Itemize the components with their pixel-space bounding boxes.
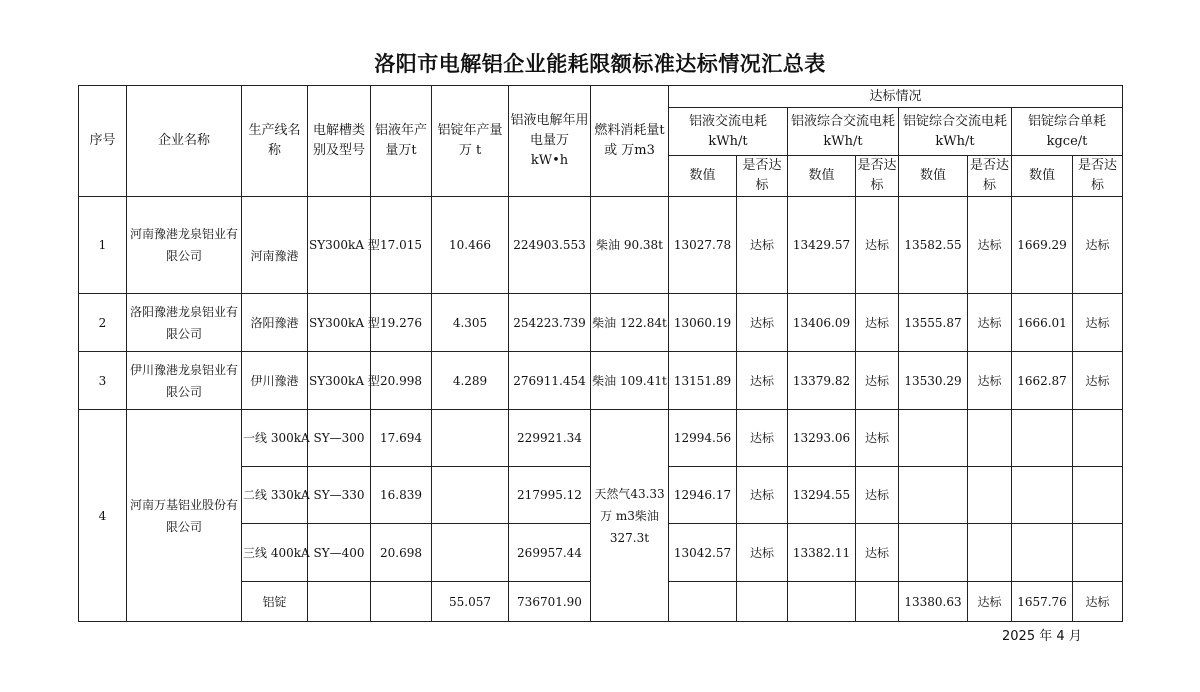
- cell-elec: 224903.553: [509, 197, 591, 294]
- header-value: 数值: [669, 156, 737, 197]
- cell-m1: [737, 582, 788, 622]
- cell-v2: 13379.82: [788, 352, 856, 410]
- cell-v2: 13294.55: [788, 467, 856, 524]
- cell-m1: 达标: [737, 467, 788, 524]
- cell-m4: 达标: [1073, 352, 1123, 410]
- cell-line: 二线 330kA: [242, 467, 308, 524]
- cell-type: SY—300: [308, 410, 371, 467]
- cell-v4: [1012, 524, 1073, 582]
- cell-v2: 13293.06: [788, 410, 856, 467]
- cell-m3: [968, 467, 1012, 524]
- cell-liquid: 16.839: [371, 467, 432, 524]
- cell-type: [308, 582, 371, 622]
- cell-type: SY—330: [308, 467, 371, 524]
- cell-elec: 217995.12: [509, 467, 591, 524]
- cell-m2: 达标: [856, 197, 899, 294]
- cell-m2: [856, 582, 899, 622]
- cell-m3: 达标: [968, 197, 1012, 294]
- header-value: 数值: [1012, 156, 1073, 197]
- cell-type: SY300kA 型: [308, 197, 371, 294]
- header-met: 是否达标: [1073, 156, 1123, 197]
- cell-line: 伊川豫港: [242, 352, 308, 410]
- cell-elec: 229921.34: [509, 410, 591, 467]
- cell-ingot: [432, 410, 509, 467]
- cell-liquid: 19.276: [371, 294, 432, 352]
- header-status: 达标情况: [669, 86, 1123, 108]
- cell-v1: 13060.19: [669, 294, 737, 352]
- cell-ingot: [432, 467, 509, 524]
- cell-v2: [788, 582, 856, 622]
- cell-seq: 2: [79, 294, 127, 352]
- cell-seq: 3: [79, 352, 127, 410]
- cell-m4: [1073, 467, 1123, 524]
- cell-m1: 达标: [737, 197, 788, 294]
- cell-m2: 达标: [856, 467, 899, 524]
- cell-m4: [1073, 410, 1123, 467]
- cell-elec: 276911.454: [509, 352, 591, 410]
- cell-company: 伊川豫港龙泉铝业有限公司: [127, 352, 242, 410]
- header-met: 是否达标: [856, 156, 899, 197]
- header-liquid-output: 铝液年产量万t: [371, 86, 432, 197]
- cell-fuel: 柴油 122.84t: [591, 294, 669, 352]
- cell-m3: 达标: [968, 352, 1012, 410]
- cell-m3: [968, 410, 1012, 467]
- cell-company: 河南豫港龙泉铝业有限公司: [127, 197, 242, 294]
- cell-m1: 达标: [737, 294, 788, 352]
- cell-m2: 达标: [856, 352, 899, 410]
- header-group-1: 铝液交流电耗kWh/t: [669, 108, 788, 156]
- cell-line: 洛阳豫港: [242, 294, 308, 352]
- header-met: 是否达标: [737, 156, 788, 197]
- cell-company: 洛阳豫港龙泉铝业有限公司: [127, 294, 242, 352]
- cell-v1: 13027.78: [669, 197, 737, 294]
- cell-elec: 254223.739: [509, 294, 591, 352]
- cell-m3: 达标: [968, 582, 1012, 622]
- cell-v4: 1669.29: [1012, 197, 1073, 294]
- cell-type: SY300kA 型: [308, 294, 371, 352]
- cell-ingot: 4.289: [432, 352, 509, 410]
- header-company: 企业名称: [127, 86, 242, 197]
- cell-m4: 达标: [1073, 582, 1123, 622]
- cell-liquid: 17.694: [371, 410, 432, 467]
- cell-m2: 达标: [856, 410, 899, 467]
- cell-v3: 13582.55: [899, 197, 968, 294]
- header-group-2: 铝液综合交流电耗 kWh/t: [788, 108, 899, 156]
- table-row: [79, 197, 1123, 294]
- cell-type: SY300kA 型: [308, 352, 371, 410]
- cell-type: SY—400: [308, 524, 371, 582]
- summary-table: [78, 85, 1123, 622]
- cell-company: 河南万基铝业股份有限公司: [127, 410, 242, 622]
- cell-v3: 13530.29: [899, 352, 968, 410]
- header-group-4: 铝锭综合单耗 kgce/t: [1012, 108, 1123, 156]
- cell-v1: 13151.89: [669, 352, 737, 410]
- cell-v3: [899, 467, 968, 524]
- header-value: 数值: [899, 156, 968, 197]
- cell-line: 铝锭: [242, 582, 308, 622]
- cell-v3: [899, 410, 968, 467]
- page-title: 洛阳市电解铝企业能耗限额标准达标情况汇总表: [374, 52, 826, 76]
- cell-v1: [669, 582, 737, 622]
- header-ingot-output: 铝锭年产量万 t: [432, 86, 509, 197]
- header-value: 数值: [788, 156, 856, 197]
- cell-ingot: 4.305: [432, 294, 509, 352]
- cell-line: 河南豫港: [242, 197, 308, 294]
- cell-v4: 1666.01: [1012, 294, 1073, 352]
- table-row: [79, 410, 1123, 467]
- header-group-3: 铝锭综合交流电耗 kWh/t: [899, 108, 1012, 156]
- table-row: [79, 294, 1123, 352]
- cell-fuel: 柴油 109.41t: [591, 352, 669, 410]
- cell-v1: 12994.56: [669, 410, 737, 467]
- header-electricity: 铝液电解年用电量万 kW•h: [509, 86, 591, 197]
- header-row-1: [79, 86, 1123, 108]
- cell-v4: 1662.87: [1012, 352, 1073, 410]
- cell-v1: 13042.57: [669, 524, 737, 582]
- cell-liquid: 17.015: [371, 197, 432, 294]
- cell-liquid: 20.998: [371, 352, 432, 410]
- header-seq: 序号: [79, 86, 127, 197]
- header-fuel: 燃料消耗量t 或 万m3: [591, 86, 669, 197]
- header-line: 生产线名称: [242, 86, 308, 197]
- cell-liquid: [371, 582, 432, 622]
- cell-m4: 达标: [1073, 294, 1123, 352]
- cell-v4: 1657.76: [1012, 582, 1073, 622]
- cell-m1: 达标: [737, 410, 788, 467]
- cell-ingot: 55.057: [432, 582, 509, 622]
- cell-v2: 13406.09: [788, 294, 856, 352]
- header-met: 是否达标: [968, 156, 1012, 197]
- report-date: 2025 年 4 月: [1002, 629, 1082, 644]
- cell-m1: 达标: [737, 524, 788, 582]
- cell-m4: [1073, 524, 1123, 582]
- cell-v2: 13382.11: [788, 524, 856, 582]
- cell-ingot: 10.466: [432, 197, 509, 294]
- cell-m3: [968, 524, 1012, 582]
- cell-line: 三线 400kA: [242, 524, 308, 582]
- cell-elec: 736701.90: [509, 582, 591, 622]
- cell-line: 一线 300kA: [242, 410, 308, 467]
- cell-v3: [899, 524, 968, 582]
- cell-fuel: 天然气43.33 万 m3柴油327.3t: [591, 410, 669, 622]
- cell-m2: 达标: [856, 294, 899, 352]
- cell-seq: 1: [79, 197, 127, 294]
- cell-v2: 13429.57: [788, 197, 856, 294]
- cell-seq: 4: [79, 410, 127, 622]
- table-row: [79, 352, 1123, 410]
- cell-m1: 达标: [737, 352, 788, 410]
- header-cell-type: 电解槽类别及型号: [308, 86, 371, 197]
- cell-v3: 13555.87: [899, 294, 968, 352]
- cell-m3: 达标: [968, 294, 1012, 352]
- cell-v1: 12946.17: [669, 467, 737, 524]
- cell-fuel: 柴油 90.38t: [591, 197, 669, 294]
- cell-v3: 13380.63: [899, 582, 968, 622]
- cell-m4: 达标: [1073, 197, 1123, 294]
- cell-elec: 269957.44: [509, 524, 591, 582]
- cell-v4: [1012, 467, 1073, 524]
- cell-v4: [1012, 410, 1073, 467]
- cell-ingot: [432, 524, 509, 582]
- cell-m2: 达标: [856, 524, 899, 582]
- cell-liquid: 20.698: [371, 524, 432, 582]
